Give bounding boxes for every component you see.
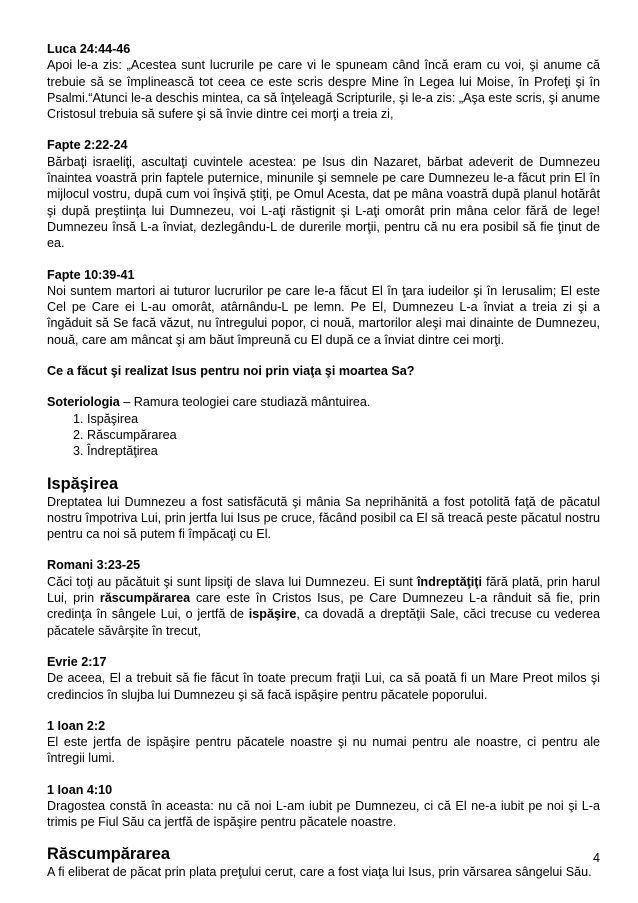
soteriology-block: [47, 394, 600, 459]
verse-block-fapte-10: [47, 267, 600, 348]
verse-text: Bărbaţi israeliţi, ascultaţi cuvintele acestea: pe Isus din Nazaret, bărbat adeverit de Dumnezeu înaintea voastră prin faptele puternice, minunile şi semnele pe care Dumnezeu le-a făcut prin El în mijlocul vostru, după cum voi înşivă ştiţi, pe Omul Acesta, dat pe mâna voastră după planul hotărât şi după preştiinţa lui Dumnezeu, voi L-aţi răstignit şi L-aţi omorât prin mâna celor fără de lege! Dumnezeu însă L-a înviat, dezlegându-L de durerile morţii, pentru că nu era posibil să fie ţinut de ea.: [47, 154, 600, 251]
section-question: Ce a făcut şi realizat Isus pentru noi prin viaţa şi moartea Sa?: [47, 364, 415, 379]
text-run: Căci toţi au păcătuit şi sunt lipsiţi de slava lui Dumnezeu. Ei sunt: [47, 574, 417, 589]
verse-reference: 1 Ioan 2:2: [47, 718, 106, 733]
soteriology-list: [47, 411, 600, 460]
verse-text: Dragostea constă în aceasta: nu că noi L-am iubit pe Dumnezeu, ci că El ne-a iubit pe noi şi L-a trimis pe Fiul Său ca jertfă de ispăşire pentru păcatele noastre.: [47, 798, 600, 830]
verse-reference: Luca 24:44-46: [47, 42, 131, 56]
text-run: , ca dovadă a dreptăţii Sale, căci trecuse cu vederea păcatele săvârşite în trecut,: [47, 607, 600, 638]
verse-reference: Fapte 2:22-24: [47, 138, 128, 153]
emphasis: ispăşire: [248, 607, 297, 622]
page-number: 4: [592, 851, 600, 865]
section-intro: A fi eliberat de păcat prin plata preţului cerut, care a fost viaţa lui Isus, prin vărsarea sângelui Său.: [47, 864, 592, 879]
verse-block-1-ioan-2: [47, 718, 600, 767]
verse-reference: Romani 3:23-25: [47, 558, 141, 573]
soteriology-term: Soteriologia: [47, 395, 120, 410]
section-heading: Răscumpărarea: [47, 844, 171, 863]
text-run: care este în Cristos Isus, pe Care Dumnezeu L-a rânduit să fie, prin credinţa în sângele Lui, o jertfă de: [47, 591, 600, 622]
verse-text: El este jertfa de ispăşire pentru păcatele noastre şi nu numai pentru ale noastre, ci pentru ale întregii lumi.: [47, 735, 600, 766]
list-item: 3. Îndreptăţirea: [87, 443, 600, 459]
verse-reference: 1 Ioan 4:10: [47, 782, 113, 797]
verse-text: [47, 574, 600, 639]
soteriology-text: – Ramura teologiei care studiază mântuirea.: [119, 395, 371, 410]
verse-reference: Evrie 2:17: [47, 654, 107, 669]
verse-block-luca: [47, 41, 600, 122]
section-heading: Ispăşirea: [47, 474, 119, 493]
verse-block-1-ioan-4: [47, 782, 600, 831]
document-page: [47, 41, 600, 880]
emphasis: îndreptăţiţi: [416, 574, 483, 589]
verse-text: Apoi le-a zis: „Acestea sunt lucrurile pe care vi le spuneam când încă eram cu voi, şi anume că trebuie să se împlinească tot ceea ce este scris despre Mine în Legea lui Moise, în Profeţi şi în Psalmi.“Atunci le-a deschis mintea, ca să înţeleagă Scripturile, şi le-a zis: „Aşa este scris, şi anume Cristosul trebuia să sufere şi să învie dintre cei morţi a treia zi,: [47, 58, 600, 122]
soteriology-definition: [47, 394, 600, 410]
list-item: 2. Răscumpărarea: [87, 427, 600, 443]
verse-reference: Fapte 10:39-41: [47, 267, 135, 282]
text-run: fără plată, prin harul Lui, prin: [47, 574, 600, 606]
rascumpararea-section: [47, 844, 600, 880]
ispasirea-section: [47, 474, 600, 543]
verse-text: Noi suntem martori ai tuturor lucrurilor pe care le-a făcut El în ţara iudeilor şi în Ierusalim; El este Cel pe Care ei L-au omorât, atârnându-L pe lemn. Pe El, Dumnezeu L-a înviat a treia zi şi a îngăduit să Se facă văzut, nu întregului popor, ci nouă, martorilor aleşi mai dinainte de Dumnezeu, nouă, care am mâncat şi am băut împreună cu El după ce a înviat dintre cei morţi.: [47, 283, 600, 347]
verse-text: De aceea, El a trebuit să fie făcut în toate precum fraţii Lui, ca să poată fi un Mare Preot milos şi credincios în slujba lui Dumnezeu şi să facă ispăşire pentru păcatele poporului.: [47, 671, 600, 702]
emphasis: răscumpărarea: [99, 591, 191, 606]
verse-block-fapte-2: [47, 137, 600, 251]
verse-block-evrei: [47, 654, 600, 703]
section-intro: Dreptatea lui Dumnezeu a fost satisfăcută şi mânia Sa neprihănită a fost potolită faţă de păcatul nostru împotriva Lui, prin jertfa lui Isus pe cruce, făcând posibil ca El să treacă peste păcatul nostru pentru ca noi să putem fi împăcaţi cu El.: [47, 494, 600, 542]
list-item: 1. Ispăşirea: [87, 411, 600, 427]
verse-block-romani: [47, 557, 600, 638]
